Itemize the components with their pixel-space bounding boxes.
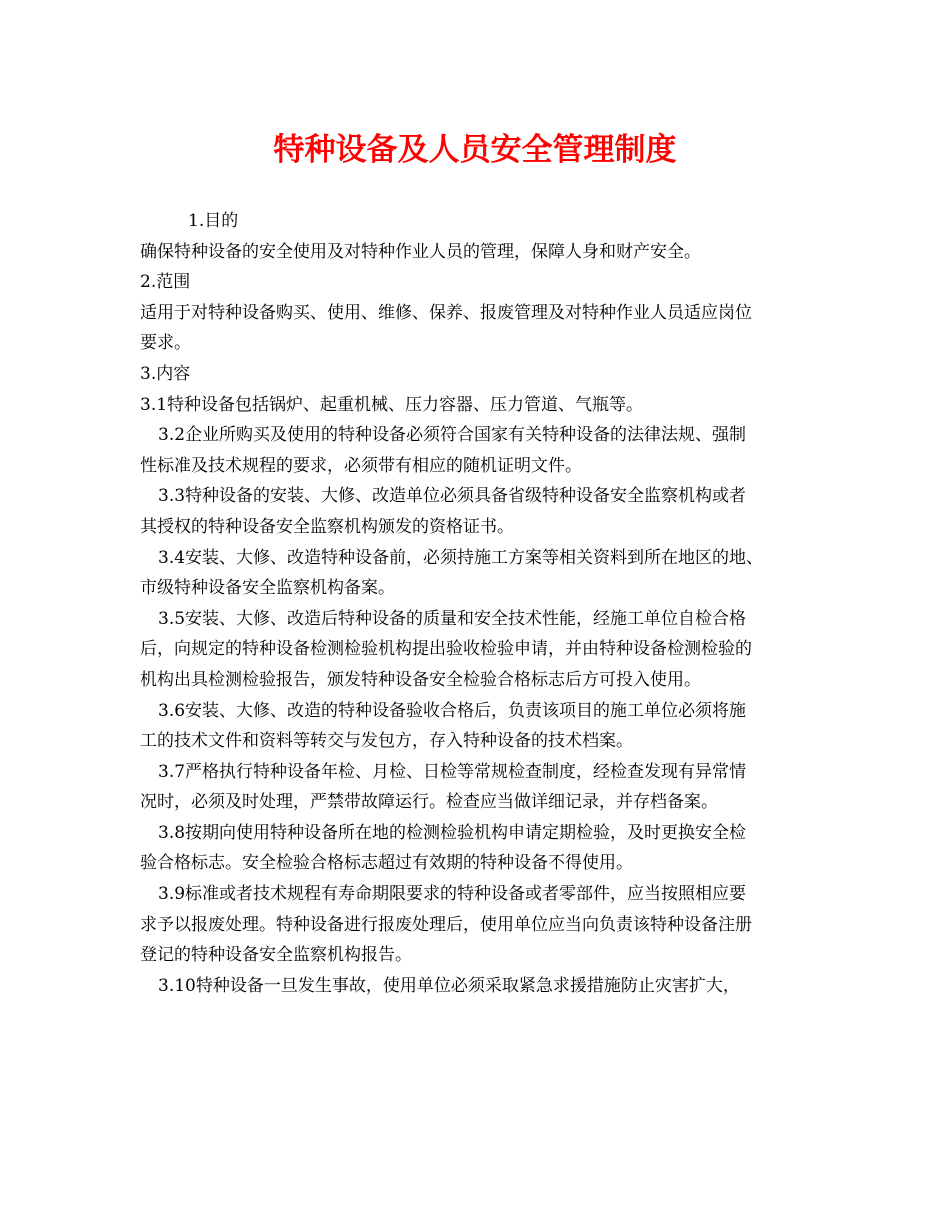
text-line: 确保特种设备的安全使用及对特种作业人员的管理，保障人身和财产安全。 [140,241,701,262]
text-line: 其授权的特种设备安全监察机构颁发的资格证书。 [140,516,514,537]
text-line: 3.1特种设备包括锅炉、起重机械、压力容器、压力管道、气瓶等。 [140,394,644,415]
text-line: 况时，必须及时处理，严禁带故障运行。检查应当做详细记录，并存档备案。 [140,792,718,813]
text-line: 3.8按期向使用特种设备所在地的检测检验机构申请定期检验，及时更换安全检 [158,822,747,843]
paragraph-3-10 [140,971,830,1002]
document-body [140,206,830,1001]
text-line: 3.7严格执行特种设备年检、月检、日检等常规检查制度，经检查发现有异常情 [158,761,747,782]
paragraph-3-3 [140,481,830,542]
paragraph-purpose [140,237,830,268]
text-line: 机构出具检测检验报告，颁发特种设备安全检验合格标志后方可投入使用。 [140,669,701,690]
paragraph-3-1 [140,390,830,421]
text-line: 性标准及技术规程的要求，必须带有相应的随机证明文件。 [140,455,582,476]
paragraph-3-2 [140,420,830,481]
text-line: 3.3特种设备的安装、大修、改造单位必须具备省级特种设备安全监察机构或者 [158,486,747,507]
text-line: 验合格标志。安全检验合格标志超过有效期的特种设备不得使用。 [140,853,633,874]
text-line: 3.内容 [140,363,191,384]
paragraph-3-8 [140,818,830,879]
paragraph-3-4 [140,543,830,604]
text-line: 1.目的 [188,211,239,231]
text-line: 工的技术文件和资料等转交与发包方，存入特种设备的技术档案。 [140,731,633,752]
paragraph-purpose-heading [140,206,830,237]
paragraph-3-6 [140,696,830,757]
paragraph-3-9 [140,879,830,971]
text-line: 适用于对特种设备购买、使用、维修、保养、报废管理及对特种作业人员适应岗位 [140,302,752,323]
text-line: 登记的特种设备安全监察机构报告。 [140,945,412,966]
text-line: 2.范围 [140,272,191,293]
text-line: 后，向规定的特种设备检测检验机构提出验收检验申请，并由特种设备检测检验的 [140,639,752,660]
document-title: 特种设备及人员安全管理制度 [273,132,677,168]
text-line: 3.5安装、大修、改造后特种设备的质量和安全技术性能，经施工单位自检合格 [158,608,747,629]
paragraph-scope [140,298,830,359]
text-line: 3.4安装、大修、改造特种设备前，必须持施工方案等相关资料到所在地区的地、 [158,547,764,568]
paragraph-content-heading [140,359,830,390]
text-line: 3.9标准或者技术规程有寿命期限要求的特种设备或者零部件，应当按照相应要 [158,884,747,905]
text-line: 求予以报废处理。特种设备进行报废处理后，使用单位应当向负责该特种设备注册 [140,914,752,935]
text-line: 3.2企业所购买及使用的特种设备必须符合国家有关特种设备的法律法规、强制 [158,425,747,446]
paragraph-scope-heading [140,267,830,298]
text-line: 3.10特种设备一旦发生事故，使用单位必须采取紧急求援措施防止灾害扩大， [158,975,740,996]
text-line: 3.6安装、大修、改造的特种设备验收合格后，负责该项目的施工单位必须将施 [158,700,747,721]
paragraph-3-7 [140,757,830,818]
text-line: 要求。 [140,333,191,354]
text-line: 市级特种设备安全监察机构备案。 [140,578,395,599]
paragraph-3-5 [140,604,830,696]
